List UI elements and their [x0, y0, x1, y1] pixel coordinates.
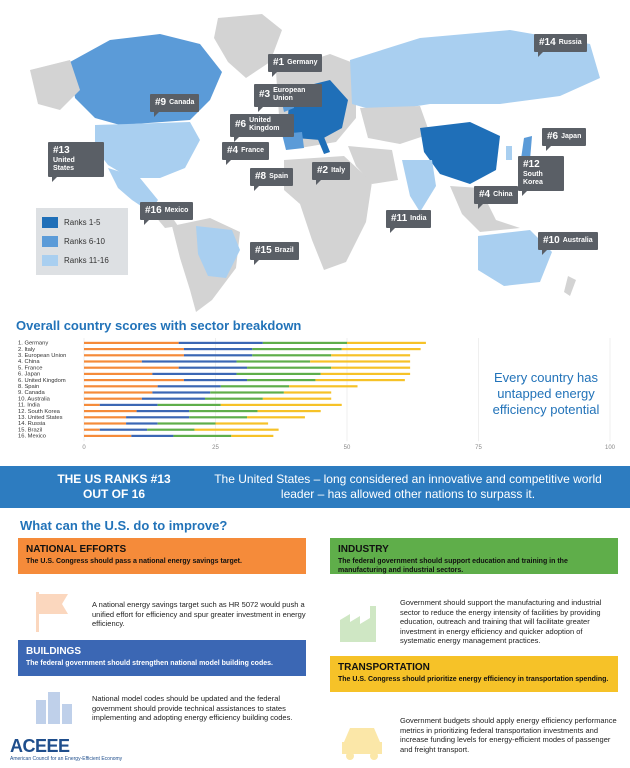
legend-swatch [42, 217, 58, 228]
bar-segment [84, 398, 142, 400]
sector-header [330, 656, 618, 692]
country-label: 10. Australia [18, 396, 50, 403]
bar-segment [263, 398, 331, 400]
tag-rank: #14 [539, 37, 556, 48]
us-rank-description: The United States – long considered an innovative and competitive world leader – has allowed other nations to surpass it. [214, 472, 602, 501]
sector-subtitle: The U.S. Congress should pass a national energy savings target. [26, 558, 242, 565]
sector-body: Government should support the manufacturing and industrial sector to reduce the energy intensity of facilities by providing education, outreach and training that will facilitate greater investment in energy efficiency and quicker adoption of systematic energy management practices. [400, 598, 602, 645]
tag-country: Mexico [164, 206, 189, 214]
bar-segment [310, 360, 410, 362]
map-tag-germany [268, 54, 322, 72]
tag-rank: #10 [543, 235, 560, 246]
tag-country: Australia [562, 236, 593, 244]
bar-segment [84, 422, 126, 424]
tag-rank: #6 [235, 119, 247, 131]
bar-segment [237, 373, 321, 375]
tag-rank: #4 [227, 145, 239, 156]
bar-segment [331, 354, 410, 356]
tag-rank: #2 [317, 165, 329, 176]
map-tag-uk [230, 114, 294, 137]
legend-row-ranks-1-5 [42, 213, 122, 232]
bar-segment [84, 367, 179, 369]
bar-segment [137, 410, 190, 412]
legend-swatch [42, 236, 58, 247]
land-new-zealand [564, 276, 576, 296]
bar-segment [84, 404, 100, 406]
tag-country: China [493, 190, 513, 198]
x-tick-label: 0 [82, 445, 86, 452]
bar-segment [331, 367, 410, 369]
bar-segment [126, 422, 158, 424]
country-label: 6. United Kingdom [18, 377, 66, 384]
map-tag-brazil [250, 242, 299, 260]
country-label: 1. Germany [18, 340, 49, 347]
legend-label: Ranks 6-10 [64, 237, 105, 246]
tag-country: European Union [273, 87, 306, 103]
land-central-asia [360, 106, 430, 144]
bar-segment [173, 435, 231, 437]
bar-segment [84, 342, 179, 344]
sector-subtitle: The federal government should strengthen national model building codes. [26, 660, 273, 667]
tag-rank: #15 [255, 245, 272, 256]
logo-tagline: American Council for an Energy-Efficient Economy [10, 756, 123, 762]
country-label: 2. Italy [18, 346, 36, 353]
bar-segment [158, 404, 221, 406]
bar-segment [100, 429, 147, 431]
bar-segment [247, 367, 331, 369]
tag-country: Japan [561, 132, 582, 140]
bar-segment [84, 410, 137, 412]
tag-rank: #11 [391, 213, 408, 224]
sector-title: BUILDINGS [26, 646, 81, 657]
tag-country: Russia [558, 38, 582, 46]
map-tag-china [474, 186, 518, 204]
land-korea [506, 146, 512, 160]
tag-country: United States [53, 157, 75, 173]
bar-segment [247, 379, 315, 381]
sector-header [330, 538, 618, 574]
map-tag-russia [534, 34, 587, 52]
sector-header [18, 640, 306, 676]
sector-subtitle: The U.S. Congress should prioritize energy efficiency in transportation spending. [338, 676, 609, 683]
country-label: 14. Russia [18, 421, 46, 428]
tag-country: Spain [269, 172, 289, 180]
tag-rank: #3 [259, 89, 271, 101]
bar-segment [258, 410, 321, 412]
sector-body: National model codes should be updated and the federal government should provide technical assistances to states implementing and adopting energy efficiency building codes. [92, 694, 293, 722]
bar-segment [284, 391, 331, 393]
bar-segment [158, 422, 216, 424]
tag-rank: #6 [547, 131, 559, 142]
map-tag-india [386, 210, 431, 228]
bar-segment [158, 385, 221, 387]
land-canada [70, 34, 222, 125]
bar-segment [142, 360, 237, 362]
country-label: 13. United States [18, 415, 63, 421]
country-label: 4. China [18, 359, 40, 366]
us-rank-banner [0, 466, 630, 508]
country-label: 16. Mexico [18, 433, 47, 440]
sector-national-efforts [18, 538, 306, 574]
tag-rank: #13 [53, 145, 70, 156]
map-tag-australia [538, 232, 598, 250]
sector-transportation [330, 656, 618, 692]
sector-industry [330, 538, 618, 574]
x-tick-label: 25 [212, 445, 219, 452]
tag-rank: #12 [523, 159, 540, 170]
legend-row-ranks-11-16 [42, 251, 122, 270]
sector-subtitle: The federal government should support education and training in the manufacturing and industrial sectors. [338, 558, 568, 574]
tag-rank: #4 [479, 189, 491, 200]
aceee-logo [10, 736, 122, 762]
building-icon [34, 690, 74, 724]
bar-segment [210, 391, 284, 393]
sector-title: TRANSPORTATION [338, 662, 430, 673]
country-label: 8. Spain [18, 384, 40, 390]
country-label: 5. France [18, 365, 43, 372]
tag-rank: #8 [255, 171, 267, 182]
x-tick-label: 50 [343, 445, 351, 452]
tag-rank: #9 [155, 97, 167, 108]
bar-segment [84, 379, 184, 381]
legend-label: Ranks 1-5 [64, 218, 101, 227]
bar-segment [252, 354, 331, 356]
x-tick-label: 100 [604, 445, 616, 452]
legend-swatch [42, 255, 58, 266]
country-label: 6. Japan [18, 371, 41, 378]
bar-segment [84, 435, 131, 437]
land-india [402, 160, 436, 212]
tag-country: India [410, 214, 427, 222]
bar-segment [216, 422, 269, 424]
map-tag-canada [150, 94, 199, 112]
bar-segment [84, 385, 158, 387]
map-tag-eu [254, 84, 322, 107]
sector-buildings [18, 640, 306, 676]
logo-name: ACEEE [10, 736, 70, 756]
bar-segment [84, 373, 152, 375]
country-label: 3. European Union [18, 353, 67, 359]
tag-rank: #16 [145, 205, 162, 216]
bar-segment [84, 391, 152, 393]
bar-segment [263, 342, 347, 344]
country-label: 11. India [18, 402, 40, 409]
bar-segment [84, 416, 126, 418]
country-label: 9. Canada [18, 390, 45, 397]
bar-segment [289, 385, 357, 387]
bar-segment [252, 348, 341, 350]
tag-country: France [241, 146, 265, 154]
world-map [0, 0, 630, 315]
bar-segment [147, 429, 194, 431]
map-tag-mexico [140, 202, 193, 220]
tag-country: United Kingdom [249, 117, 280, 133]
map-tag-france [222, 142, 269, 160]
bar-segment [205, 398, 263, 400]
bar-segment [184, 379, 247, 381]
map-tag-south-korea [518, 156, 564, 191]
tag-country: Italy [331, 166, 346, 174]
legend-label: Ranks 11-16 [64, 256, 109, 265]
map-tag-spain [250, 168, 293, 186]
bar-segment [84, 348, 184, 350]
callout-text: Every country has untapped energy efficiency potential [492, 370, 600, 417]
bar-segment [152, 391, 210, 393]
bar-segment [221, 385, 289, 387]
legend-row-ranks-6-10 [42, 232, 122, 251]
bar-segment [152, 373, 236, 375]
sector-title: INDUSTRY [338, 544, 389, 555]
tag-country: Brazil [274, 246, 294, 254]
tag-country: Germany [287, 58, 318, 66]
sector-title: NATIONAL EFFORTS [26, 544, 127, 555]
bar-segment [184, 348, 252, 350]
bar-segment [194, 429, 278, 431]
map-tag-united-states [48, 142, 104, 177]
improve-title: What can the U.S. do to improve? [20, 518, 228, 533]
bar-segment [347, 342, 426, 344]
bar-segment [184, 354, 252, 356]
bar-segment [321, 373, 410, 375]
bar-segment [179, 367, 247, 369]
map-tag-japan [542, 128, 586, 146]
tag-country: South Korea [523, 171, 543, 187]
tag-rank: #1 [273, 57, 285, 68]
sector-header [18, 538, 306, 574]
sector-body: Government budgets should apply energy efficiency performance metrics in prioritizing federal transportation investments and increase funding levels for energy-efficient modes of passenger and freight transport. [400, 716, 617, 754]
country-label: 15. Brazil [18, 427, 43, 434]
land-alaska [30, 60, 80, 110]
bar-segment [315, 379, 404, 381]
bar-segment [126, 416, 189, 418]
bar-segment [189, 410, 257, 412]
car-icon [338, 720, 386, 760]
bar-segment [221, 404, 342, 406]
chart-title: Overall country scores with sector breakdown [16, 318, 302, 333]
bar-segment [189, 416, 247, 418]
bar-segment [237, 360, 311, 362]
bar-segment [131, 435, 173, 437]
map-legend [36, 208, 128, 275]
x-tick-label: 75 [475, 445, 482, 452]
bar-segment [247, 416, 305, 418]
bar-segment [84, 354, 184, 356]
bar-segment [100, 404, 158, 406]
country-label: 12. South Korea [18, 408, 60, 415]
tag-country: Canada [169, 98, 195, 106]
flag-icon [32, 590, 72, 634]
bar-segment [231, 435, 273, 437]
sector-body: A national energy savings target such as HR 5072 would push a unified effort for efficiency and spur greater investment in energy efficiency. [92, 600, 306, 628]
bar-segment [142, 398, 205, 400]
us-rank-headline: THE US RANKS #13 OUT OF 16 [57, 472, 171, 501]
bar-segment [84, 360, 142, 362]
bar-segment [84, 429, 100, 431]
map-tag-italy [312, 162, 350, 180]
bar-segment [179, 342, 263, 344]
bar-segment [342, 348, 421, 350]
factory-icon [338, 600, 382, 644]
